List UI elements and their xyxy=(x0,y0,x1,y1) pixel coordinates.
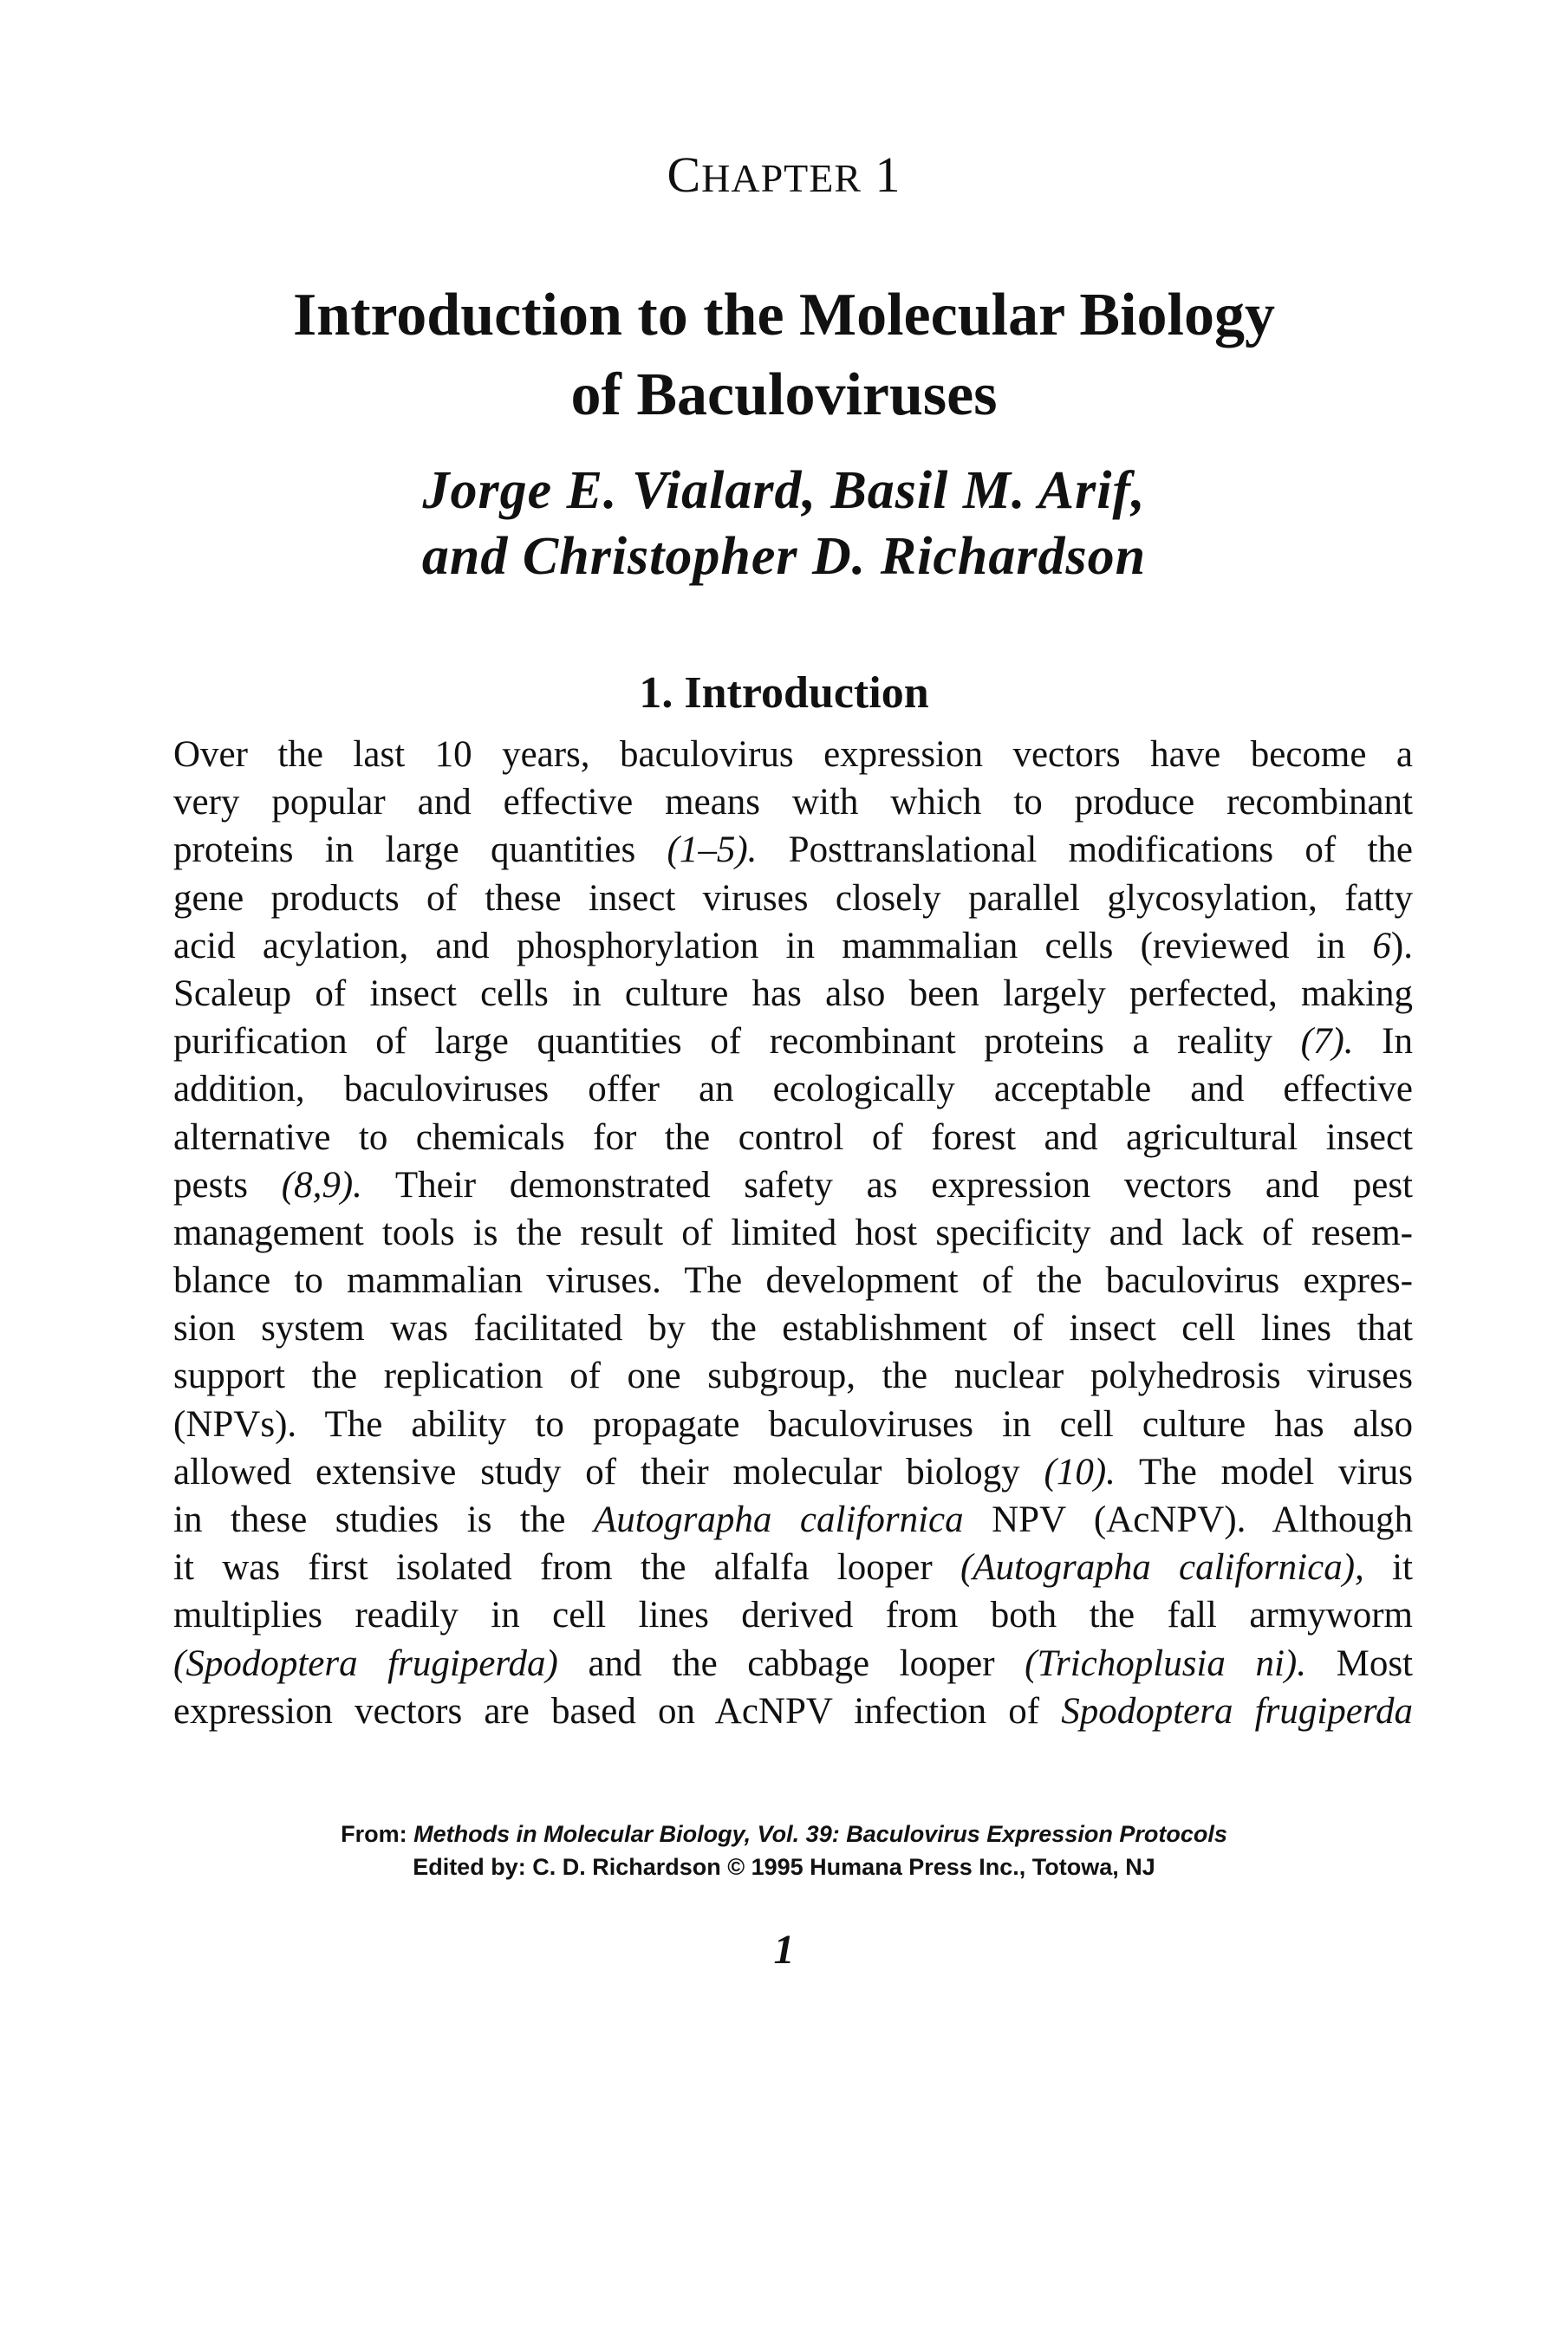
body-line: (NPVs). The ability to propagate baculoviruses in cell culture has also xyxy=(173,1403,1413,1445)
body-paragraph xyxy=(173,731,1413,1735)
body-line: support the replication of one subgroup, the nuclear polyhedrosis viruses xyxy=(173,1356,1413,1397)
body-text-run: Most xyxy=(1306,1642,1414,1684)
section-heading: 1. Introduction xyxy=(639,668,929,718)
body-text-run: it was first isolated from the alfalfa looper xyxy=(173,1547,960,1589)
author-list xyxy=(0,458,1568,589)
body-line xyxy=(173,1018,1413,1065)
body-line: multiplies readily in cell lines derived from both the fall armyworm xyxy=(173,1595,1413,1636)
chapter-label xyxy=(0,146,1568,204)
authors-line-2: and Christopher D. Richardson xyxy=(421,527,1147,586)
title-line-2: of Baculoviruses xyxy=(570,361,998,428)
body-line: gene products of these insect viruses closely parallel glycosylation, fatty xyxy=(173,877,1413,919)
body-line xyxy=(173,1544,1413,1591)
body-text-run: in these studies is the xyxy=(173,1499,594,1540)
body-line xyxy=(173,1161,1413,1209)
body-text-run: NPV (AcNPV). Although xyxy=(963,1499,1413,1540)
body-text-run: acid acylation, and phosphorylation in mammalian cells (reviewed in xyxy=(173,925,1373,966)
chapter-label-rest: HAPTER xyxy=(701,156,862,200)
title-line-1: Introduction to the Molecular Biology xyxy=(293,282,1275,348)
body-line xyxy=(173,1496,1413,1544)
edited-line: Edited by: C. D. Richardson © 1995 Humana Press Inc., Totowa, NJ xyxy=(413,1854,1155,1880)
authors-line-1: Jorge E. Vialard, Basil M. Arif, xyxy=(422,461,1146,520)
body-line: blance to mammalian viruses. The development of the baculovirus expres- xyxy=(173,1260,1413,1302)
source-footnote xyxy=(0,1818,1568,1883)
body-text-run: purification of large quantities of recombinant proteins a reality xyxy=(173,1021,1301,1063)
body-text-run: proteins in large quantities xyxy=(173,829,667,871)
body-line: management tools is the result of limited host specificity and lack of resem- xyxy=(173,1212,1413,1253)
citation: (10). xyxy=(1044,1451,1116,1493)
body-text-run: The model virus xyxy=(1115,1451,1413,1493)
page-number: 1 xyxy=(773,1927,795,1973)
body-line: addition, baculoviruses offer an ecologically acceptable and effective xyxy=(173,1069,1413,1110)
chapter-number: 1 xyxy=(875,146,901,203)
body-line: very popular and effective means with which to produce recombinant xyxy=(173,782,1413,823)
body-line: alternative to chemicals for the control of forest and agricultural insect xyxy=(173,1116,1413,1158)
body-line: sion system was facilitated by the establishment of insect cell lines that xyxy=(173,1308,1413,1350)
species-name: (Trichoplusia ni). xyxy=(1025,1642,1306,1684)
species-name: (Spodoptera frugiperda) xyxy=(173,1642,558,1684)
species-name: (Autographa californica), xyxy=(960,1547,1364,1589)
body-line xyxy=(173,1688,1413,1735)
source-line xyxy=(0,1818,1568,1850)
body-text-run: ). xyxy=(1390,925,1413,966)
body-line xyxy=(173,826,1413,874)
citation: (1–5). xyxy=(667,829,758,871)
body-text-run: Their demonstrated safety as expression vectors and pest xyxy=(361,1164,1413,1206)
chapter-title xyxy=(0,276,1568,435)
body-line xyxy=(173,1640,1413,1688)
body-line xyxy=(173,922,1413,970)
species-name: Spodoptera frugiperda xyxy=(1061,1690,1413,1732)
species-name: Autographa californica xyxy=(593,1499,964,1540)
body-line: Over the last 10 years, baculovirus expression vectors have become a xyxy=(173,734,1413,775)
body-text-run: In xyxy=(1353,1021,1413,1063)
body-text-run: expression vectors are based on AcNPV infection of xyxy=(173,1690,1062,1732)
body-text-run: it xyxy=(1363,1547,1413,1589)
body-text-run: Posttranslational modifications of the xyxy=(757,829,1413,871)
body-text-run: pests xyxy=(173,1164,282,1206)
citation: (8,9). xyxy=(281,1164,362,1206)
body-line: Scaleup of insect cells in culture has also been largely perfected, making xyxy=(173,972,1413,1014)
chapter-label-first: C xyxy=(667,146,702,203)
citation: (7). xyxy=(1300,1021,1354,1063)
body-text-run: allowed extensive study of their molecular biology xyxy=(173,1451,1044,1493)
body-line xyxy=(173,1448,1413,1496)
from-label: From: xyxy=(341,1821,414,1847)
citation: 6 xyxy=(1372,925,1391,966)
source-title: Methods in Molecular Biology, Vol. 39: Baculovirus Expression Protocols xyxy=(413,1821,1227,1847)
body-text-run: and the cabbage looper xyxy=(557,1642,1025,1684)
